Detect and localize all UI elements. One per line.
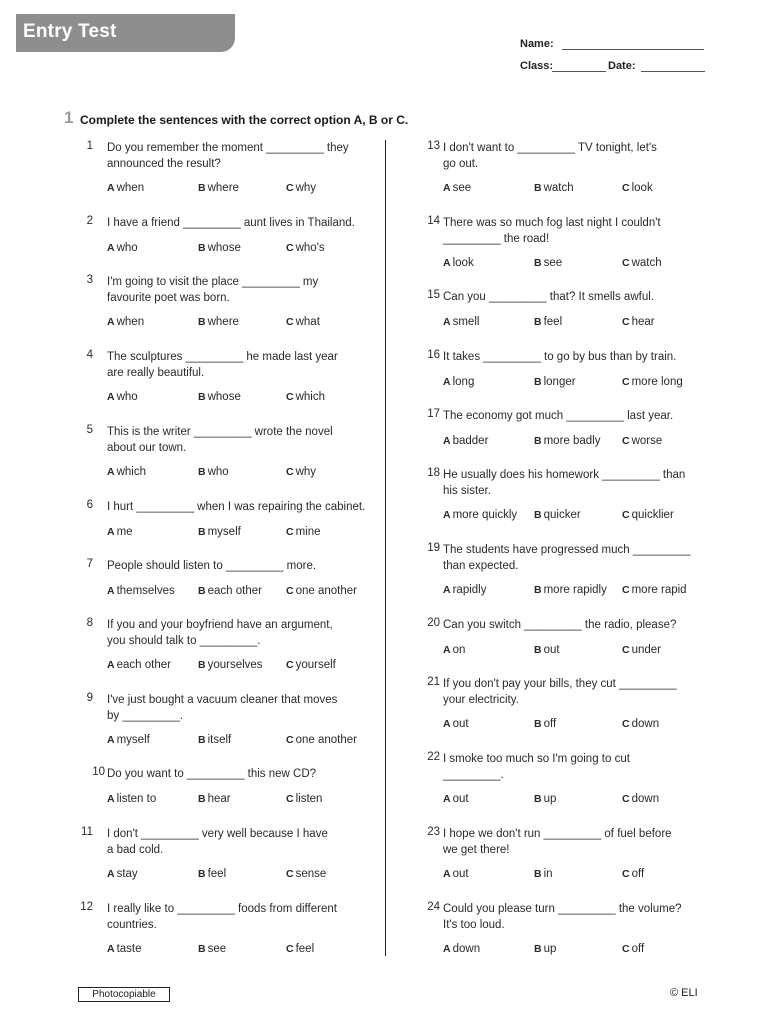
option-letter: C <box>622 943 630 955</box>
option-text: whose <box>207 242 241 254</box>
question-number: 9 <box>86 692 93 704</box>
question-text: There was so much fog last night I couldn't <box>443 217 661 229</box>
question-number: 14 <box>427 215 440 227</box>
option-b[interactable] <box>534 257 562 269</box>
option-letter: B <box>534 509 542 521</box>
option-text: yourself <box>295 659 336 671</box>
option-b[interactable] <box>198 316 239 328</box>
option-letter: A <box>107 242 115 254</box>
option-letter: B <box>534 868 542 880</box>
option-c[interactable] <box>286 242 325 254</box>
question-number: 13 <box>427 140 440 152</box>
date-field-line[interactable] <box>641 71 705 72</box>
question-text-continued: favourite poet was born. <box>107 292 230 304</box>
option-c[interactable] <box>622 943 644 955</box>
option-letter: B <box>198 659 206 671</box>
option-text: why <box>295 466 317 478</box>
option-letter: A <box>443 182 451 194</box>
option-c[interactable] <box>286 526 321 538</box>
question-text-continued: a bad cold. <box>107 844 164 856</box>
option-text: which <box>295 391 325 403</box>
option-a[interactable] <box>443 718 469 730</box>
option-letter: A <box>443 316 451 328</box>
option-text: quicklier <box>631 509 674 521</box>
option-a[interactable] <box>443 644 465 656</box>
option-c[interactable] <box>286 793 322 805</box>
question-text-continued: _________. <box>443 769 504 781</box>
option-c[interactable] <box>286 734 357 746</box>
option-text: hear <box>631 316 655 328</box>
option-text: out <box>452 793 469 805</box>
option-text: under <box>631 644 662 656</box>
option-text: more rapidly <box>543 584 607 596</box>
question-text: The economy got much _________ last year. <box>443 410 674 422</box>
question-text: If you and your boyfriend have an argument, <box>107 619 333 631</box>
option-letter: C <box>622 182 630 194</box>
option-b[interactable] <box>198 391 241 403</box>
option-letter: B <box>198 943 206 955</box>
option-text: longer <box>543 376 576 388</box>
question-text-continued: about our town. <box>107 442 187 454</box>
option-a[interactable] <box>443 257 474 269</box>
option-letter: A <box>443 793 451 805</box>
option-a[interactable] <box>107 659 171 671</box>
option-b[interactable] <box>534 868 553 880</box>
question-text: Do you want to _________ this new CD? <box>107 768 317 780</box>
question-text: People should listen to _________ more. <box>107 560 317 572</box>
option-letter: A <box>107 943 115 955</box>
option-letter: C <box>622 435 630 447</box>
option-text: who <box>207 466 229 478</box>
option-a[interactable] <box>107 585 175 597</box>
option-letter: A <box>107 585 115 597</box>
option-a[interactable] <box>443 435 488 447</box>
option-text: each other <box>207 585 262 597</box>
option-letter: C <box>286 316 294 328</box>
question-number: 24 <box>427 901 440 913</box>
option-text: off <box>631 943 645 955</box>
question-text-continued: than expected. <box>443 560 519 572</box>
option-a[interactable] <box>443 868 469 880</box>
option-text: up <box>543 943 557 955</box>
option-text: hear <box>207 793 231 805</box>
option-c[interactable] <box>622 376 683 388</box>
option-c[interactable] <box>286 659 336 671</box>
option-text: down <box>631 718 660 730</box>
option-text: feel <box>543 316 563 328</box>
option-text: one another <box>295 734 357 746</box>
option-letter: B <box>198 793 206 805</box>
option-letter: A <box>443 435 451 447</box>
option-letter: A <box>443 509 451 521</box>
option-a[interactable] <box>443 316 479 328</box>
option-letter: C <box>622 584 630 596</box>
option-c[interactable] <box>622 718 659 730</box>
name-field-line[interactable] <box>562 49 704 50</box>
option-text: up <box>543 793 557 805</box>
question-text: I smoke too much so I'm going to cut <box>443 753 630 765</box>
option-text: who's <box>295 242 325 254</box>
question-text-continued: countries. <box>107 919 157 931</box>
option-letter: C <box>286 868 294 880</box>
question-number: 1 <box>86 140 93 152</box>
option-c[interactable] <box>622 584 687 596</box>
date-label: Date: <box>608 60 636 72</box>
question-number: 20 <box>427 617 440 629</box>
question-text-continued: we get there! <box>443 844 510 856</box>
option-letter: C <box>286 793 294 805</box>
page-title: Entry Test <box>23 21 117 42</box>
option-c[interactable] <box>622 644 661 656</box>
option-a[interactable] <box>107 868 138 880</box>
question-text: Do you remember the moment _________ they <box>107 142 349 154</box>
option-a[interactable] <box>443 943 480 955</box>
question-number: 19 <box>427 542 440 554</box>
question-text: I've just bought a vacuum cleaner that moves <box>107 694 338 706</box>
question-number: 5 <box>86 424 93 436</box>
question-number: 12 <box>80 901 93 913</box>
option-c[interactable] <box>622 182 653 194</box>
option-b[interactable] <box>198 466 229 478</box>
question-text-continued: go out. <box>443 158 479 170</box>
option-letter: A <box>443 644 451 656</box>
option-letter: C <box>286 526 294 538</box>
option-letter: B <box>198 466 206 478</box>
option-letter: A <box>107 466 115 478</box>
option-text: taste <box>116 943 142 955</box>
option-b[interactable] <box>198 242 241 254</box>
class-label: Class: <box>520 60 554 72</box>
option-b[interactable] <box>198 943 226 955</box>
option-letter: A <box>107 391 115 403</box>
option-letter: C <box>622 718 630 730</box>
question-number: 7 <box>86 558 93 570</box>
option-letter: C <box>622 316 630 328</box>
option-c[interactable] <box>286 868 326 880</box>
option-letter: B <box>534 435 542 447</box>
option-b[interactable] <box>534 584 607 596</box>
option-text: when <box>116 316 145 328</box>
option-a[interactable] <box>443 509 517 521</box>
question-text: Can you _________ that? It smells awful. <box>443 291 654 303</box>
option-text: what <box>295 316 320 328</box>
option-b[interactable] <box>534 435 600 447</box>
option-text: each other <box>116 659 171 671</box>
option-text: out <box>543 644 560 656</box>
option-letter: B <box>198 391 206 403</box>
option-b[interactable] <box>534 509 581 521</box>
option-c[interactable] <box>622 868 644 880</box>
option-text: watch <box>631 257 662 269</box>
option-b[interactable] <box>198 526 241 538</box>
option-c[interactable] <box>622 316 655 328</box>
question-text: He usually does his homework _________ than <box>443 469 686 481</box>
option-b[interactable] <box>534 376 576 388</box>
question-text: If you don't pay your bills, they cut _________ <box>443 678 677 690</box>
option-text: look <box>452 257 474 269</box>
option-text: more long <box>631 376 683 388</box>
question-number: 11 <box>81 826 93 838</box>
option-text: out <box>452 718 469 730</box>
option-c[interactable] <box>286 466 316 478</box>
question-text: The sculptures _________ he made last year <box>107 351 338 363</box>
question-text: I really like to _________ foods from different <box>107 903 337 915</box>
option-letter: B <box>534 644 542 656</box>
option-text: see <box>543 257 563 269</box>
option-a[interactable] <box>107 242 138 254</box>
option-letter: B <box>534 257 542 269</box>
option-text: badder <box>452 435 489 447</box>
option-text: whose <box>207 391 241 403</box>
question-number: 21 <box>427 676 440 688</box>
option-a[interactable] <box>107 793 156 805</box>
option-text: quicker <box>543 509 581 521</box>
option-letter: A <box>107 734 115 746</box>
option-letter: B <box>534 943 542 955</box>
option-a[interactable] <box>443 376 474 388</box>
column-divider <box>385 140 386 956</box>
option-letter: B <box>534 316 542 328</box>
question-number: 4 <box>86 349 93 361</box>
question-number: 22 <box>427 751 440 763</box>
option-c[interactable] <box>622 435 662 447</box>
option-text: listen <box>295 793 323 805</box>
question-number: 17 <box>427 408 440 420</box>
option-letter: A <box>443 376 451 388</box>
exercise-number: 1 <box>64 108 74 127</box>
option-c[interactable] <box>286 391 325 403</box>
option-letter: C <box>286 466 294 478</box>
option-b[interactable] <box>534 182 574 194</box>
option-text: smell <box>452 316 480 328</box>
option-a[interactable] <box>107 466 146 478</box>
name-label: Name: <box>520 38 554 50</box>
option-text: more rapid <box>631 584 687 596</box>
option-letter: B <box>534 376 542 388</box>
option-text: rapidly <box>452 584 487 596</box>
question-number: 6 <box>86 499 93 511</box>
option-text: themselves <box>116 585 175 597</box>
option-letter: B <box>198 734 206 746</box>
option-text: me <box>116 526 133 538</box>
question-number: 18 <box>427 467 440 479</box>
option-a[interactable] <box>443 584 486 596</box>
option-a[interactable] <box>107 391 138 403</box>
option-text: who <box>116 391 138 403</box>
option-letter: B <box>198 585 206 597</box>
option-text: listen to <box>116 793 157 805</box>
question-text: I hope we don't run _________ of fuel before <box>443 828 672 840</box>
option-letter: B <box>534 584 542 596</box>
option-letter: C <box>286 391 294 403</box>
option-b[interactable] <box>534 644 560 656</box>
option-letter: C <box>622 793 630 805</box>
option-letter: B <box>534 182 542 194</box>
option-a[interactable] <box>107 316 144 328</box>
option-letter: A <box>107 526 115 538</box>
option-letter: B <box>534 718 542 730</box>
option-letter: A <box>107 659 115 671</box>
question-text: Can you switch _________ the radio, please? <box>443 619 677 631</box>
question-text-continued: his sister. <box>443 485 491 497</box>
option-a[interactable] <box>443 182 471 194</box>
exercise-instruction: Complete the sentences with the correct option A, B or C. <box>80 113 409 127</box>
option-c[interactable] <box>286 182 316 194</box>
option-b[interactable] <box>534 793 556 805</box>
option-letter: C <box>286 943 294 955</box>
question-number: 3 <box>86 274 93 286</box>
option-letter: B <box>198 242 206 254</box>
option-text: see <box>452 182 472 194</box>
option-text: where <box>207 316 239 328</box>
option-letter: C <box>286 242 294 254</box>
option-b[interactable] <box>534 316 562 328</box>
option-text: sense <box>295 868 327 880</box>
option-text: when <box>116 182 145 194</box>
option-text: see <box>207 943 227 955</box>
class-field-line[interactable] <box>552 71 606 72</box>
option-text: on <box>452 644 466 656</box>
question-text-continued: are really beautiful. <box>107 367 205 379</box>
option-letter: C <box>622 376 630 388</box>
option-text: why <box>295 182 317 194</box>
option-text: which <box>116 466 146 478</box>
option-text: who <box>116 242 138 254</box>
option-b[interactable] <box>534 943 556 955</box>
question-text: I'm going to visit the place _________ my <box>107 276 319 288</box>
option-text: worse <box>631 435 663 447</box>
option-text: feel <box>295 943 315 955</box>
question-text: I don't want to _________ TV tonight, let's <box>443 142 657 154</box>
question-text: I don't _________ very well because I have <box>107 828 328 840</box>
question-text: This is the writer _________ wrote the novel <box>107 426 333 438</box>
option-a[interactable] <box>107 943 142 955</box>
option-b[interactable] <box>534 718 556 730</box>
option-letter: A <box>443 868 451 880</box>
option-text: off <box>631 868 645 880</box>
option-a[interactable] <box>107 734 150 746</box>
option-letter: A <box>443 943 451 955</box>
option-text: in <box>543 868 553 880</box>
option-b[interactable] <box>198 868 226 880</box>
option-a[interactable] <box>107 526 133 538</box>
option-letter: A <box>443 584 451 596</box>
question-number: 8 <box>86 617 93 629</box>
option-text: itself <box>207 734 232 746</box>
option-letter: C <box>622 644 630 656</box>
option-b[interactable] <box>198 659 263 671</box>
option-text: stay <box>116 868 138 880</box>
option-c[interactable] <box>286 316 320 328</box>
option-letter: B <box>198 316 206 328</box>
option-text: yourselves <box>207 659 263 671</box>
option-text: feel <box>207 868 227 880</box>
option-letter: A <box>107 868 115 880</box>
option-text: myself <box>116 734 150 746</box>
option-letter: C <box>286 585 294 597</box>
question-text: I hurt _________ when I was repairing the cabinet. <box>107 501 366 513</box>
question-text-continued: by _________. <box>107 710 184 722</box>
option-text: more badly <box>543 435 601 447</box>
option-text: out <box>452 868 469 880</box>
question-text: It takes _________ to go by bus than by train. <box>443 351 677 363</box>
option-text: down <box>631 793 660 805</box>
question-text-continued: It's too loud. <box>443 919 505 931</box>
question-text: I have a friend _________ aunt lives in Thailand. <box>107 217 355 229</box>
question-number: 23 <box>427 826 440 838</box>
option-letter: C <box>286 182 294 194</box>
question-text-continued: you should talk to _________. <box>107 635 261 647</box>
option-c[interactable] <box>622 257 662 269</box>
option-text: watch <box>543 182 574 194</box>
option-letter: C <box>286 734 294 746</box>
option-c[interactable] <box>286 943 314 955</box>
option-letter: A <box>107 793 115 805</box>
option-text: look <box>631 182 653 194</box>
question-number: 10 <box>92 766 105 778</box>
option-letter: C <box>286 659 294 671</box>
option-a[interactable] <box>443 793 469 805</box>
option-text: down <box>452 943 481 955</box>
option-letter: B <box>534 793 542 805</box>
option-letter: B <box>198 526 206 538</box>
option-letter: B <box>198 868 206 880</box>
option-b[interactable] <box>198 793 231 805</box>
option-text: more quickly <box>452 509 518 521</box>
question-number: 2 <box>86 215 93 227</box>
photocopiable-label: Photocopiable <box>78 987 170 1002</box>
option-b[interactable] <box>198 585 262 597</box>
option-text: myself <box>207 526 241 538</box>
option-b[interactable] <box>198 734 231 746</box>
option-c[interactable] <box>286 585 357 597</box>
option-text: off <box>543 718 557 730</box>
copyright-text: © ELI <box>670 987 698 999</box>
question-number: 16 <box>427 349 440 361</box>
question-text: The students have progressed much _________ <box>443 544 691 556</box>
question-number: 15 <box>427 289 440 301</box>
option-letter: A <box>107 316 115 328</box>
question-text-continued: your electricity. <box>443 694 519 706</box>
option-a[interactable] <box>107 182 144 194</box>
question-text-continued: announced the result? <box>107 158 221 170</box>
option-text: one another <box>295 585 357 597</box>
option-letter: A <box>107 182 115 194</box>
option-text: mine <box>295 526 321 538</box>
option-letter: C <box>622 868 630 880</box>
option-letter: A <box>443 257 451 269</box>
question-text: Could you please turn _________ the volume? <box>443 903 682 915</box>
option-letter: C <box>622 509 630 521</box>
option-text: long <box>452 376 475 388</box>
option-c[interactable] <box>622 793 659 805</box>
option-text: where <box>207 182 239 194</box>
option-letter: C <box>622 257 630 269</box>
question-text-continued: _________ the road! <box>443 233 550 245</box>
option-c[interactable] <box>622 509 674 521</box>
option-letter: A <box>443 718 451 730</box>
option-b[interactable] <box>198 182 239 194</box>
option-letter: B <box>198 182 206 194</box>
